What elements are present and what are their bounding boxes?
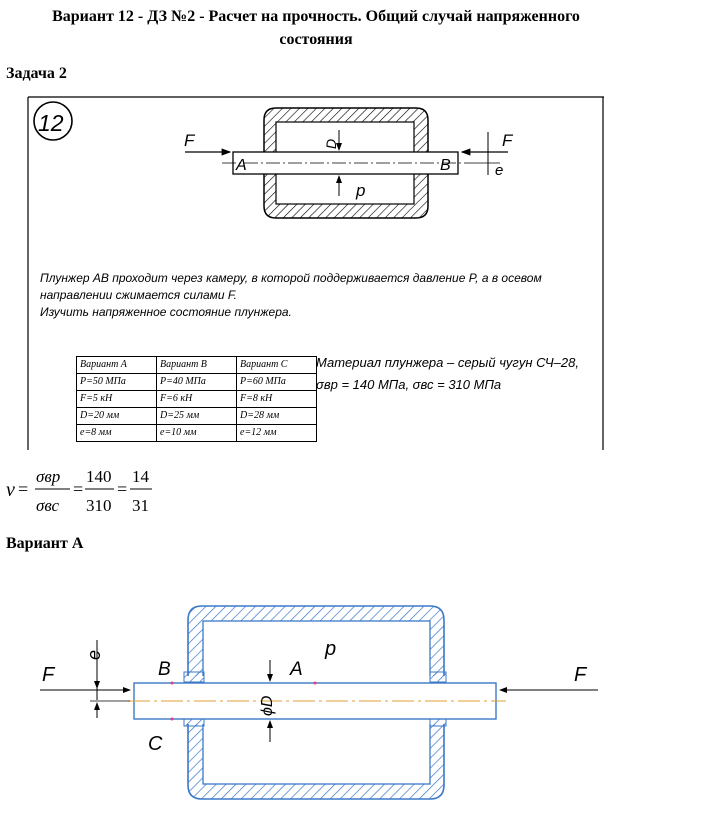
problem-line-3: Изучить напряженное состояние плунжера.	[40, 305, 292, 319]
problem-line-1: Плунжер AB проходит через камеру, в которой поддерживается давление P, а в осевом	[40, 271, 542, 285]
material-info	[316, 352, 579, 396]
table-cell: F=6 кН	[157, 391, 237, 408]
variantA-label-e: e	[84, 649, 104, 660]
table-cell: D=20 мм	[77, 408, 157, 425]
page-title: Вариант 12 - ДЗ №2 - Расчет на прочность. Общий случай напряженного	[52, 8, 580, 25]
variantA-label-B: B	[158, 659, 171, 680]
formula-nu: ν	[6, 479, 15, 501]
label-D: D	[323, 138, 339, 149]
variantA-label-F-left: F	[42, 664, 55, 686]
table-cell: Вариант C	[237, 357, 317, 374]
table-row	[77, 357, 317, 374]
page-title-continued: состояния	[279, 31, 353, 48]
variantA-label-D: ϕD	[259, 695, 276, 716]
formula-numerator: 140	[86, 467, 112, 486]
poisson-formula	[4, 462, 174, 518]
variantA-label-C: C	[148, 733, 163, 755]
material-line-1: Материал плунжера – серый чугун СЧ–28,	[316, 355, 579, 370]
label-B: B	[440, 157, 451, 174]
formula-den2: 31	[132, 496, 149, 515]
table-cell: P=40 МПа	[157, 374, 237, 391]
table-row	[77, 374, 317, 391]
table-cell: F=8 кН	[237, 391, 317, 408]
svg-text:=: =	[117, 479, 128, 499]
table-cell: e=8 мм	[77, 425, 157, 442]
variant-number: 12	[38, 110, 64, 136]
variantA-label-p: p	[325, 638, 337, 660]
problem-line-2: направлении сжимается силами F.	[40, 288, 237, 302]
table-cell: e=10 мм	[157, 425, 237, 442]
table-row	[77, 408, 317, 425]
table-cell: P=50 МПа	[77, 374, 157, 391]
material-line-2: σвр = 140 МПа, σвс = 310 МПа	[316, 377, 502, 392]
label-e: e	[495, 162, 504, 179]
table-cell: F=5 кН	[77, 391, 157, 408]
label-A: A	[236, 157, 247, 174]
formula-sigma-compression: σвс	[36, 496, 60, 515]
table-cell: Вариант B	[157, 357, 237, 374]
task-heading: Задача 2	[6, 65, 67, 82]
svg-text:=: =	[18, 479, 29, 499]
table-cell: P=60 МПа	[237, 374, 317, 391]
variantA-label-A: A	[290, 659, 303, 680]
table-row	[77, 391, 317, 408]
label-F-right: F	[502, 131, 513, 150]
formula-sigma-tension: σвр	[36, 467, 61, 486]
table-cell: D=28 мм	[237, 408, 317, 425]
problem-statement	[40, 270, 600, 321]
formula-denominator: 310	[86, 496, 112, 515]
label-F-left: F	[184, 131, 195, 150]
variant-a-heading: Вариант А	[6, 535, 84, 552]
label-p: p	[356, 181, 366, 200]
table-cell: e=12 мм	[237, 425, 317, 442]
variantA-label-F-right: F	[574, 664, 587, 686]
svg-text:=: =	[73, 479, 84, 499]
table-cell: D=25 мм	[157, 408, 237, 425]
variants-table	[76, 356, 317, 442]
formula-num2: 14	[132, 467, 149, 486]
table-row	[77, 425, 317, 442]
table-cell: Вариант A	[77, 357, 157, 374]
